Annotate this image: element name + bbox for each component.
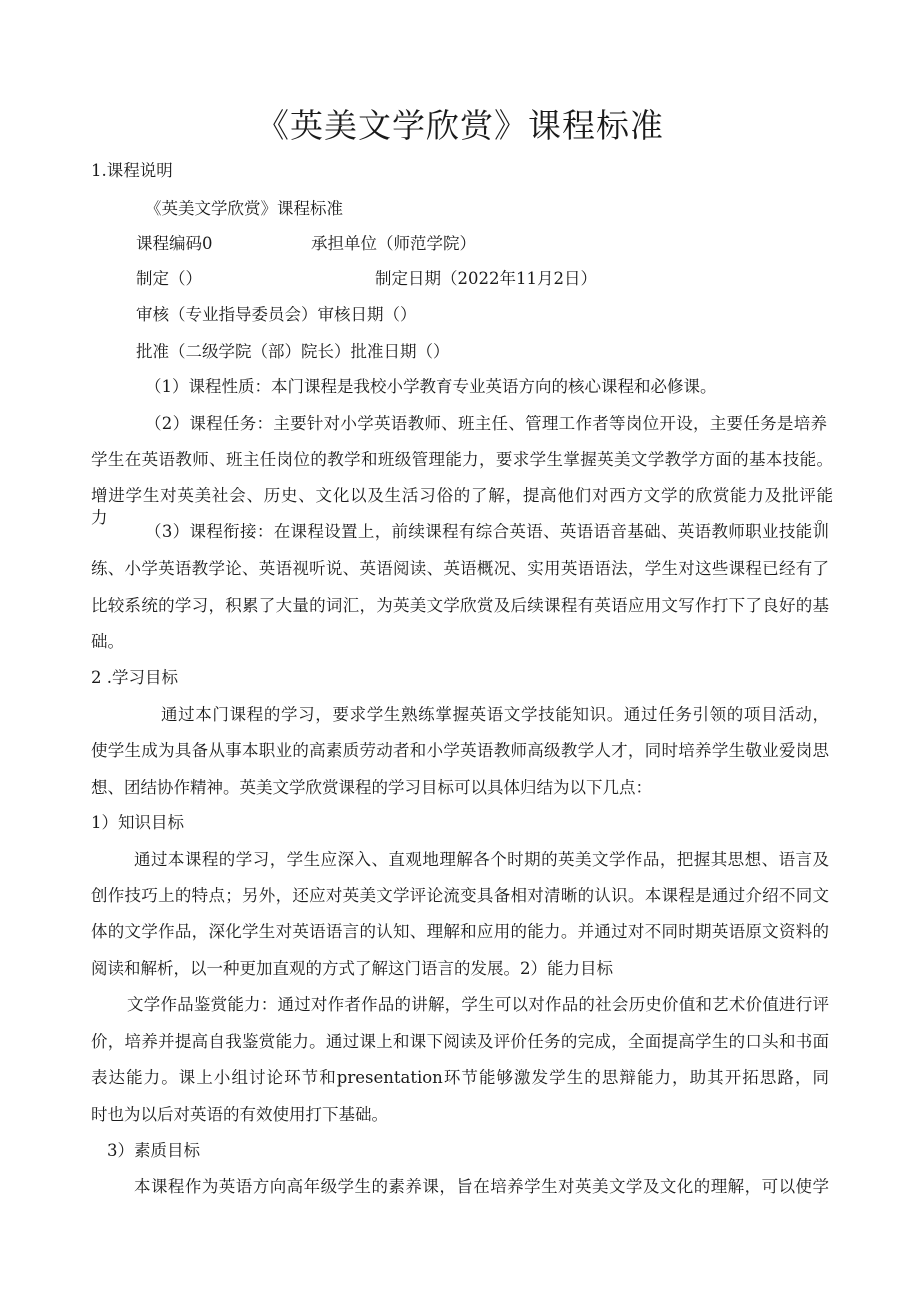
course-code: 课程编码0 (136, 234, 213, 253)
paragraph-goals-intro-line: 想、团结协作精神。英美文学欣赏课程的学习目标可以具体归结为以下几点： (91, 778, 652, 797)
paragraph-course-link-line: 础。 (91, 632, 124, 651)
subheading-knowledge-goals: 1）知识目标 (91, 813, 184, 832)
paragraph-course-task-line: （2）课程任务：主要针对小学英语教师、班主任、管理工作者等岗位开设，主要任务是培养 (145, 414, 827, 433)
paragraph-ability-line: 表达能力。课上小组讨论环节和presentation环节能够激发学生的思辩能力，助其开拓思路，同 (91, 1068, 829, 1087)
paragraph-course-link-line: 比较系统的学习，积累了大量的词汇，为英美文学欣赏及后续课程有英语应用文写作打下了良好的基 (91, 596, 829, 615)
review-line: 审核（专业指导委员会）审核日期（） (136, 305, 417, 324)
paragraph-knowledge-line: 体的文学作品，深化学生对英语语言的认知、理解和应用的能力。并通过对不同时期英语原文资料的 (91, 922, 829, 941)
paragraph-quality-line: 本课程作为英语方向高年级学生的素养课，旨在培养学生对英美文学及文化的理解，可以使学 (134, 1177, 829, 1196)
course-name: 《英美文学欣赏》课程标准 (145, 199, 343, 218)
made-by: 制定（） (136, 269, 202, 288)
paragraph-goals-intro-line: 使学生成为具备从事本职业的高素质劳动者和小学英语教师高级教学人才，同时培养学生敬业爱岗思 (91, 741, 829, 760)
paragraph-knowledge-line: 创作技巧上的特点；另外，还应对英美文学评论流变具备相对清晰的认识。本课程是通过介绍不同文 (91, 886, 829, 905)
paragraph-ability-line: 时也为以后对英语的有效使用打下基础。 (91, 1105, 388, 1124)
paragraph-ability-line: 文学作品鉴赏能力：通过对作者作品的讲解，学生可以对作品的社会历史价值和艺术价值进行评 (127, 995, 829, 1014)
paragraph-knowledge-line: 通过本课程的学习，学生应深入、直观地理解各个时期的英美文学作品，把握其思想、语言及 (134, 850, 829, 869)
section-heading-course-description: 1.课程说明 (91, 161, 173, 180)
paragraph-goals-intro-line: 通过本门课程的学习，要求学生熟练掌握英语文学技能知识。通过任务引领的项目活动， (161, 705, 829, 724)
paragraph-course-link-line: 练、小学英语教学论、英语视听说、英语阅读、英语概况、实用英语语法，学生对这些课程已经有了 (91, 559, 829, 578)
approve-line: 批准（二级学院（部）院长）批准日期（） (136, 342, 450, 361)
subheading-quality-goals: 3）素质目标 (107, 1141, 200, 1160)
paragraph-course-link-line: （3）课程衔接：在课程设置上，前续课程有综合英语、英语语音基础、英语教师职业技能训 (145, 522, 829, 541)
paragraph-course-nature: （1）课程性质：本门课程是我校小学教育专业英语方向的核心课程和必修课。 (145, 377, 717, 396)
document-title: 《英美文学欣赏》课程标准 (256, 106, 664, 145)
responsible-unit: 承担单位（师范学院） (311, 234, 476, 253)
paragraph-course-task-line: 增进学生对英美社会、历史、文化以及生活习俗的了解，提高他们对西方文学的欣赏能力及批评能力。 (91, 486, 833, 527)
paragraph-knowledge-line: 阅读和解析，以一种更加直观的方式了解这门语言的发展。2）能力目标 (91, 959, 613, 978)
made-date: 制定日期（2022年11月2日） (375, 269, 597, 288)
paragraph-course-task-line: 学生在英语教师、班主任岗位的教学和班级管理能力，要求学生掌握英美文学教学方面的基本技能。 (91, 450, 833, 469)
paragraph-ability-line: 价，培养并提高自我鉴赏能力。通过课上和课下阅读及评价任务的完成，全面提高学生的口头和书面 (91, 1032, 829, 1051)
section-heading-learning-goals: 2 .学习目标 (91, 668, 178, 687)
